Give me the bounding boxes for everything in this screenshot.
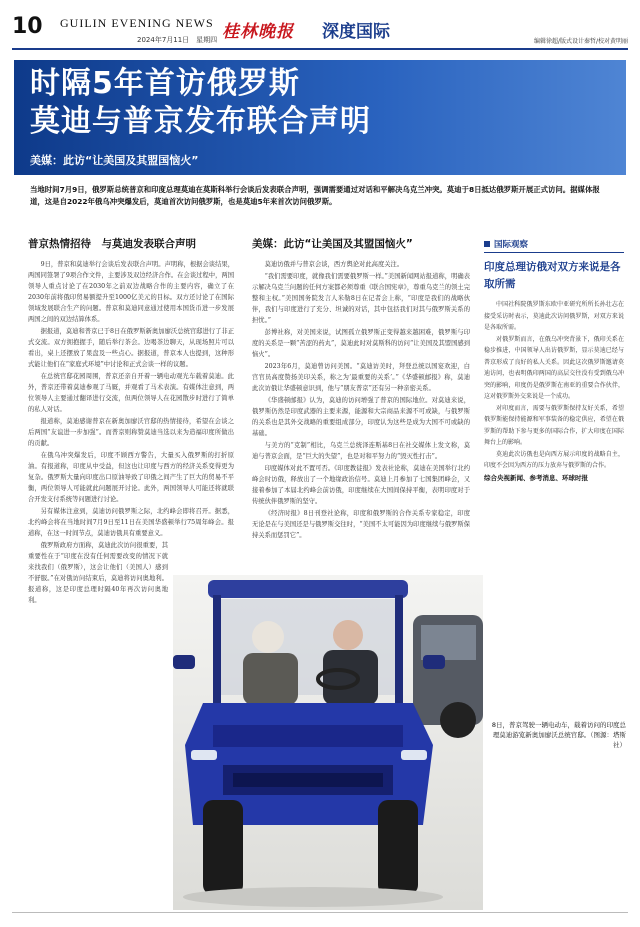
editors-credit: 编辑徐超/版式设计秦哲/校对黄明丽 bbox=[533, 38, 628, 45]
sidebar-paragraph: 莫迪此次访俄也是向西方展示印度的战略自主，印度不会因为西方的压力放弃与俄罗斯的合作。 bbox=[484, 450, 624, 469]
sidebar-paragraph: 对印度而言，需要与俄罗斯保持友好关系，希望俄罗斯能保持能源和军事装备的稳定供应，希望在俄罗斯的帮助下参与更多的国际合作，扩大印度在国际舞台上的影响。 bbox=[484, 404, 624, 446]
article-paragraph: 9日，普京和莫迪举行会谈后发表联合声明。声明称，根据会谈结果，两国同签署了9项合作文件，主要涉及双边经济合作。在会谈过程中，两国领导人重点讨论了在2030年之前双边战略合作的主要内容，确立了在2030年前将俄印贸易额提升至1000亿美元的目标。双方还讨论了在国际领域发展联合生产的问题。普京和莫迪同意通过使用本国货币进一步发展两国之间的双边结算体系。 bbox=[28, 261, 234, 323]
page-bottom-divider bbox=[12, 912, 628, 913]
article-paragraph: 与美方的“克制”相比，乌克兰总统泽连斯基8日在社交媒体上发文称，莫迪与普京会面，是“巨大的失望”，也是对和平努力的“毁灭性打击”。 bbox=[252, 442, 470, 460]
sidebar-paragraph: 中国社科院俄罗斯东欧中亚研究所所长孙壮志在接受采访时表示，莫迪此次访问俄罗斯，对双方来说是各取所需。 bbox=[484, 301, 624, 331]
article-paragraph: 2023年6月，莫迪曾访问美国。“莫迪访美时，拜登总统以国宴欢迎，白宫官员高度赞扬美印关系，称之为‘最重要的关系’。”《华盛顿邮报》称，莫迪此次访俄让华盛顿意识到，他与“朋友普京”还有另一种亲密关系。 bbox=[252, 363, 470, 392]
left-column bbox=[28, 236, 234, 607]
sidebar-tag-label: 国际观察 bbox=[494, 240, 529, 250]
article-paragraph: 在总统官邸花园周围，普京还亲自开着一辆电动观光车载着莫迪。此外，普京还带着莫迪参观了马厩，并观看了马术表演。有媒体注意到，两位领导人主要通过翻译进行交流，但两位领导人在花园散步时进行了简单的私人对话。 bbox=[28, 373, 234, 413]
article-paragraph: 印度媒体对此不置可否。《印度教徒报》发表社论称，莫迪在美国举行北约峰会时访俄，释放出了一个地缘政治信号。莫迪上月参加了七国集团峰会，又接着参加了本届北约峰会前访俄，印度继续在大国间保持平衡，表明印度对于传统伙伴俄罗斯的坚守。 bbox=[252, 465, 470, 505]
electric-cart-photo-illustration bbox=[173, 575, 483, 910]
article-paragraph: “我们需要印度，就像我们需要俄罗斯一样。”美国新闻网站报道称，明确表示解决乌克兰问题的任何方案都必须尊重《联合国宪章》，尊重乌克兰的领土完整和主权。”美国国务院发言人米勒8日在记者会上称，“印度是我们的战略伙伴，我们与印度进行了充分、坦诚的对话，其中包括我们对其与俄罗斯关系的担忧。” bbox=[252, 273, 470, 324]
square-bullet-icon bbox=[484, 241, 490, 247]
sidebar-paragraph: 对俄罗斯而言，在俄乌冲突背景下，俄印关系在稳步推进，中国领导人出访俄罗斯，显示莫迪已经与普京形成了良好的私人关系。因此这次俄罗斯邀请莫迪访问，也表明俄印两国的高层交往没有受到俄乌冲突的影响，印度仍是俄罗斯在南亚的重要合作伙伴，这对俄罗斯外交来说是一个成功。 bbox=[484, 335, 624, 400]
article-paragraph: 《经济时报》8日刊登社论称，印度和俄罗斯的合作关系专家稳定，印度无论是在与美国还是与俄罗斯交往时，“美国不太可能因为印度继续与俄罗斯保持关系而惩罚它”。 bbox=[252, 510, 470, 539]
article-paragraph: 另有媒体注意到，莫迪访问俄罗斯之际，北约峰会即将召开。据悉，北约峰会将在当地时间7月9日至11日在美国华盛顿举行75周年峰会。报道称，在这一时间节点，莫迪访俄具有重要意义。 bbox=[28, 508, 234, 537]
sidebar-title: 印度总理访俄对双方来说是各取所需 bbox=[484, 261, 621, 290]
sidebar-tag bbox=[484, 238, 624, 253]
middle-column bbox=[252, 236, 470, 542]
article-paragraph: 报道称，莫迪感谢普京在新奥加廖沃官邸的热情接待，希望在会谈之后两国“友谊进一步加强”。而普京则称赞莫迪当选以来为造福印度所做出的贡献。 bbox=[28, 418, 234, 447]
sidebar-source: 综合央视新闻、参考消息、环球时报 bbox=[484, 473, 588, 482]
article-paragraph: 俄罗斯政府方面称，莫迪此次访问很重要，其重要性在于“印度在没有任何需要改变的情况下就来找我们（俄罗斯），这会让他们（美国人）感到不舒服。”在对俄访问结束后，莫迪将访问奥地利。报道称，这是印度总理时隔40年再次访问奥地利。 bbox=[28, 542, 168, 604]
headline-line-2: 莫迪与普京发布联合声明 bbox=[30, 104, 371, 139]
paper-name-en: GUILIN EVENING NEWS bbox=[60, 16, 214, 30]
headline-subtitle: 美媒：此访“让美国及其盟国恼火” bbox=[30, 154, 199, 167]
article-paragraph: 据报道，莫迪和普京已于8日在俄罗斯新奥加廖沃总统官邸进行了非正式交流。双方拥抱握手，随后举行茶会。边喝茶边聊天，从现场照片可以看出，桌上还摆放了果盘及一些点心。据报道，普京本人也提到，这种形式能让他们在“家庭式环境”中讨论和正式会谈一样的议题。 bbox=[28, 328, 234, 368]
headline-banner bbox=[14, 60, 626, 175]
article-paragraph: 彭博社称，对美国来说，试图孤立俄罗斯正变得越来越困难，俄罗斯与印度的关系是一颗“苦涩的药丸”，莫迪此时对莫斯科的访问“让美国及其盟国感到恼火”。 bbox=[252, 329, 470, 358]
header-divider bbox=[12, 48, 628, 50]
page-header bbox=[0, 0, 640, 50]
newspaper-logo: 桂林晚报 bbox=[222, 22, 294, 42]
middle-column-heading: 美媒：此访“让美国及其盟国恼火” bbox=[252, 238, 413, 250]
article-paragraph: 莫迪访俄并与普京会谈，西方舆论对此高度关注。 bbox=[264, 261, 404, 268]
article-paragraph: 在俄乌冲突爆发后，印度不顾西方警告，大量买入俄罗斯的打折原油。有报道称，印度从中受益，但这也让印度与西方的经济关系变得更为复杂。俄罗斯大量向印度出口原油导致了印俄之间产生了巨大的贸易不平衡，两位领导人可能就此问题展开讨论。此外，两国领导人可能还将就联合开发支付系统等问题进行讨论。 bbox=[28, 452, 234, 503]
left-column-heading: 普京热情招待 与莫迪发表联合声明 bbox=[28, 238, 196, 250]
news-photo bbox=[173, 575, 483, 910]
article-paragraph: 《华盛顿邮报》认为，莫迪的访问增强了普京的国际地位。对莫迪来说，俄罗斯仍然是印度武器的主要来源，能源和大宗商品来源不可或缺，与俄罗斯的关系也是其外交战略的重要组成部分，印度认为这些是成为大国不可或缺的基础。 bbox=[252, 397, 470, 437]
sidebar-commentary bbox=[484, 238, 624, 482]
headline-line-1: 时隔5年首访俄罗斯 bbox=[30, 66, 300, 101]
page-number: 10 bbox=[12, 14, 43, 39]
lead-paragraph: 当地时间7月9日，俄罗斯总统普京和印度总理莫迪在莫斯科举行会谈后发表联合声明，强调需要通过对话和平解决乌克兰冲突。莫迪于8日抵达俄罗斯开展正式访问。据媒体报道，这是自2022年俄乌冲突爆发后，莫迪首次访问俄罗斯，也是莫迪5年来首次访问俄罗斯。 bbox=[30, 185, 600, 206]
photo-caption: 8日，普京驾驶一辆电动车，载着访问的印度总理莫迪游览新奥加廖沃总统官邸。（图源：塔斯社） bbox=[491, 721, 626, 749]
issue-date: 2024年7月11日 星期四 bbox=[137, 36, 218, 44]
section-title: 深度国际 bbox=[322, 22, 390, 42]
